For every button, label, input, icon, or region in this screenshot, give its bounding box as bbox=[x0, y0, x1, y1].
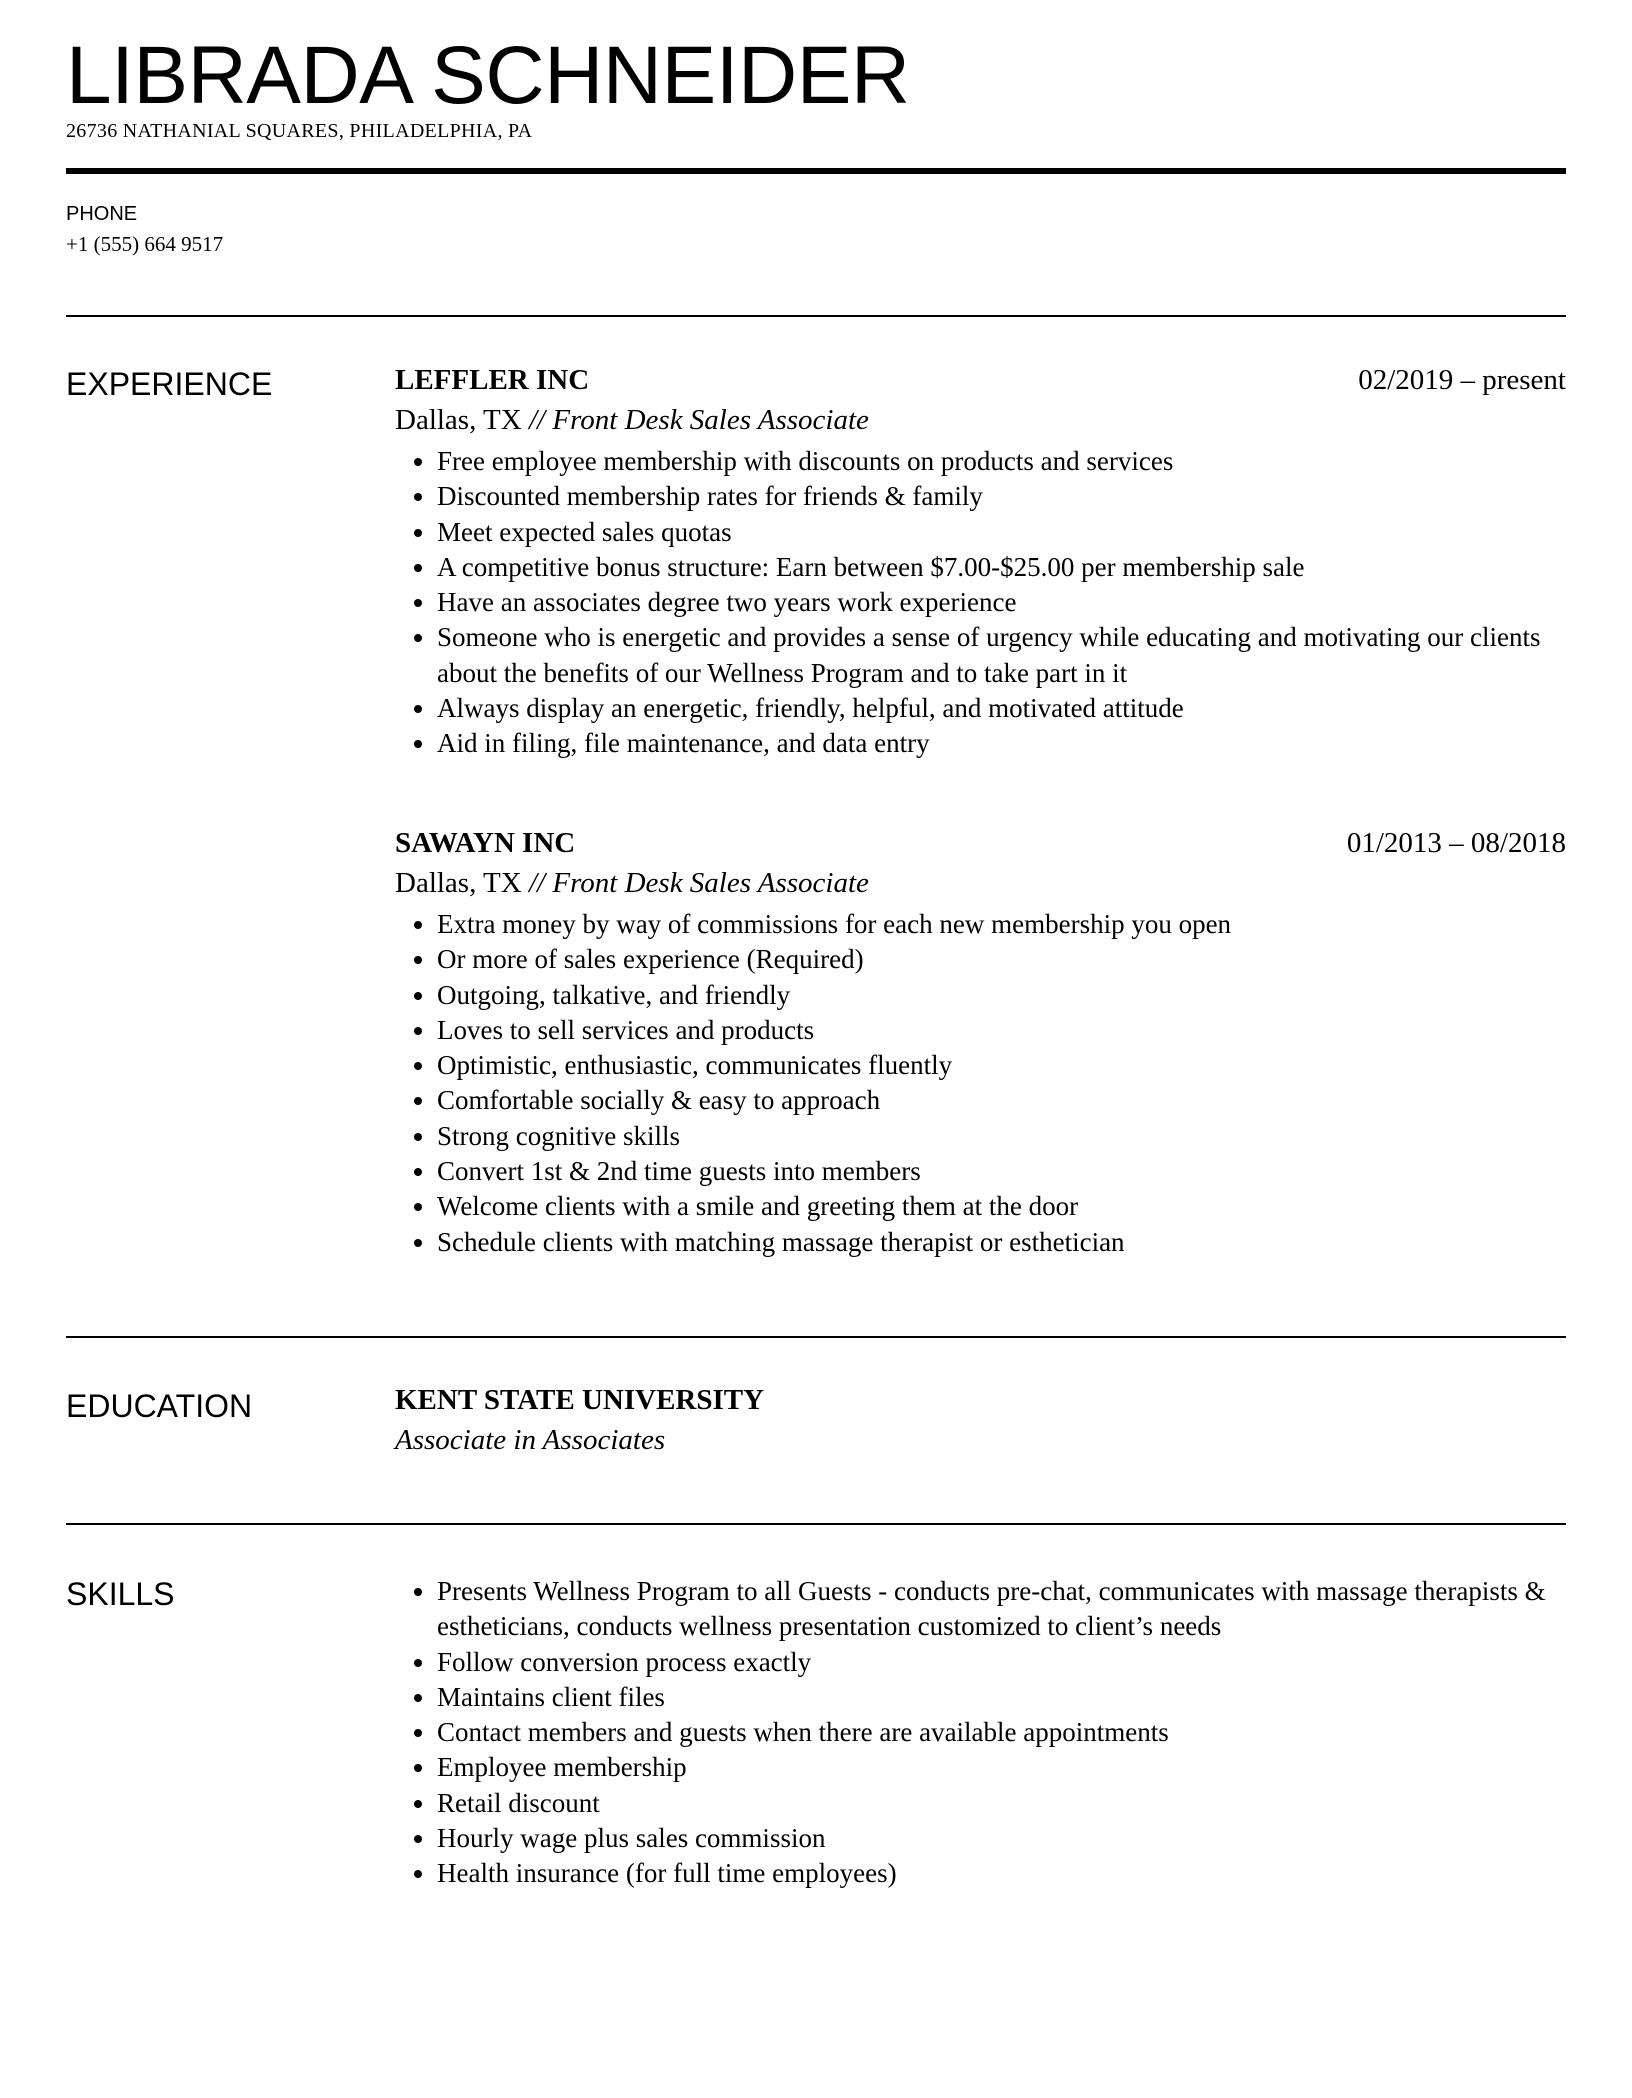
job-header bbox=[395, 827, 1566, 867]
candidate-name: LIBRADA SCHNEIDER bbox=[66, 30, 910, 121]
list-item: • Health insurance (for full time employees) bbox=[437, 1856, 1566, 1891]
section-divider bbox=[66, 315, 1566, 317]
list-item: • Convert 1st & 2nd time guests into members bbox=[437, 1154, 1566, 1189]
list-item: • Meet expected sales quotas bbox=[437, 515, 1566, 550]
list-item: • Maintains client files bbox=[437, 1680, 1566, 1715]
job-subline bbox=[395, 867, 1566, 907]
job-subline bbox=[395, 404, 1566, 444]
list-item: • Presents Wellness Program to all Guests - conducts pre-chat, communicates with massage therapists & estheticians, conducts wellness presentation customized to client’s needs bbox=[437, 1574, 1566, 1645]
list-item: • Welcome clients with a smile and greeting them at the door bbox=[437, 1189, 1566, 1224]
degree: Associate in Associates bbox=[395, 1424, 666, 1456]
list-item: • Always display an energetic, friendly, helpful, and motivated attitude bbox=[437, 691, 1566, 726]
list-item: • Have an associates degree two years work experience bbox=[437, 585, 1566, 620]
education-heading: EDUCATION bbox=[66, 1388, 253, 1424]
job-location: Dallas, TX bbox=[395, 404, 522, 436]
job-entry bbox=[395, 827, 1566, 1260]
job-header bbox=[395, 364, 1566, 404]
list-item: • Extra money by way of commissions for each new membership you open bbox=[437, 907, 1566, 942]
skills-list bbox=[395, 1574, 1566, 1892]
job-location: Dallas, TX bbox=[395, 867, 522, 899]
job-bullets bbox=[395, 444, 1566, 762]
skills-heading: SKILLS bbox=[66, 1576, 175, 1612]
list-item: • Or more of sales experience (Required) bbox=[437, 942, 1566, 977]
list-item: • Free employee membership with discounts on products and services bbox=[437, 444, 1566, 479]
job-entry bbox=[395, 364, 1566, 762]
job-dates: 01/2013 – 08/2018 bbox=[1346, 827, 1566, 859]
list-item: • Loves to sell services and products bbox=[437, 1013, 1566, 1048]
list-item: • Schedule clients with matching massage therapist or esthetician bbox=[437, 1225, 1566, 1260]
list-item: • Outgoing, talkative, and friendly bbox=[437, 978, 1566, 1013]
list-item: • Optimistic, enthusiastic, communicates fluently bbox=[437, 1048, 1566, 1083]
job-title: Front Desk Sales Associate bbox=[552, 404, 869, 436]
list-item: • Retail discount bbox=[437, 1786, 1566, 1821]
phone-label: PHONE bbox=[66, 203, 138, 225]
list-item: • Contact members and guests when there are available appointments bbox=[437, 1715, 1566, 1750]
list-item: • Aid in filing, file maintenance, and data entry bbox=[437, 726, 1566, 761]
list-item: • Follow conversion process exactly bbox=[437, 1645, 1566, 1680]
experience-heading: EXPERIENCE bbox=[66, 366, 273, 402]
list-item: • Someone who is energetic and provides a sense of urgency while educating and motivating our clients about the benefits of our Wellness Program and to take part in it bbox=[437, 620, 1566, 691]
header-divider bbox=[66, 168, 1566, 174]
candidate-address: 26736 NATHANIAL SQUARES, PHILADELPHIA, PA bbox=[66, 120, 533, 142]
list-item: • Comfortable socially & easy to approach bbox=[437, 1083, 1566, 1118]
phone-number: +1 (555) 664 9517 bbox=[66, 232, 224, 256]
education-entry bbox=[395, 1384, 1566, 1457]
job-company: LEFFLER INC bbox=[395, 364, 590, 396]
job-company: SAWAYN INC bbox=[395, 827, 576, 859]
section-divider bbox=[66, 1523, 1566, 1525]
job-dates: 02/2019 – present bbox=[1358, 364, 1566, 396]
job-bullets bbox=[395, 907, 1566, 1260]
school-name: KENT STATE UNIVERSITY bbox=[395, 1384, 765, 1416]
list-item: • Strong cognitive skills bbox=[437, 1119, 1566, 1154]
list-item: • Hourly wage plus sales commission bbox=[437, 1821, 1566, 1856]
list-item: • Employee membership bbox=[437, 1750, 1566, 1785]
section-divider bbox=[66, 1336, 1566, 1338]
list-item: • A competitive bonus structure: Earn between $7.00-$25.00 per membership sale bbox=[437, 550, 1566, 585]
job-separator: // bbox=[528, 404, 546, 436]
skills-entry bbox=[395, 1574, 1566, 1892]
job-title: Front Desk Sales Associate bbox=[552, 867, 869, 899]
job-separator: // bbox=[528, 867, 546, 899]
list-item: • Discounted membership rates for friends & family bbox=[437, 479, 1566, 514]
